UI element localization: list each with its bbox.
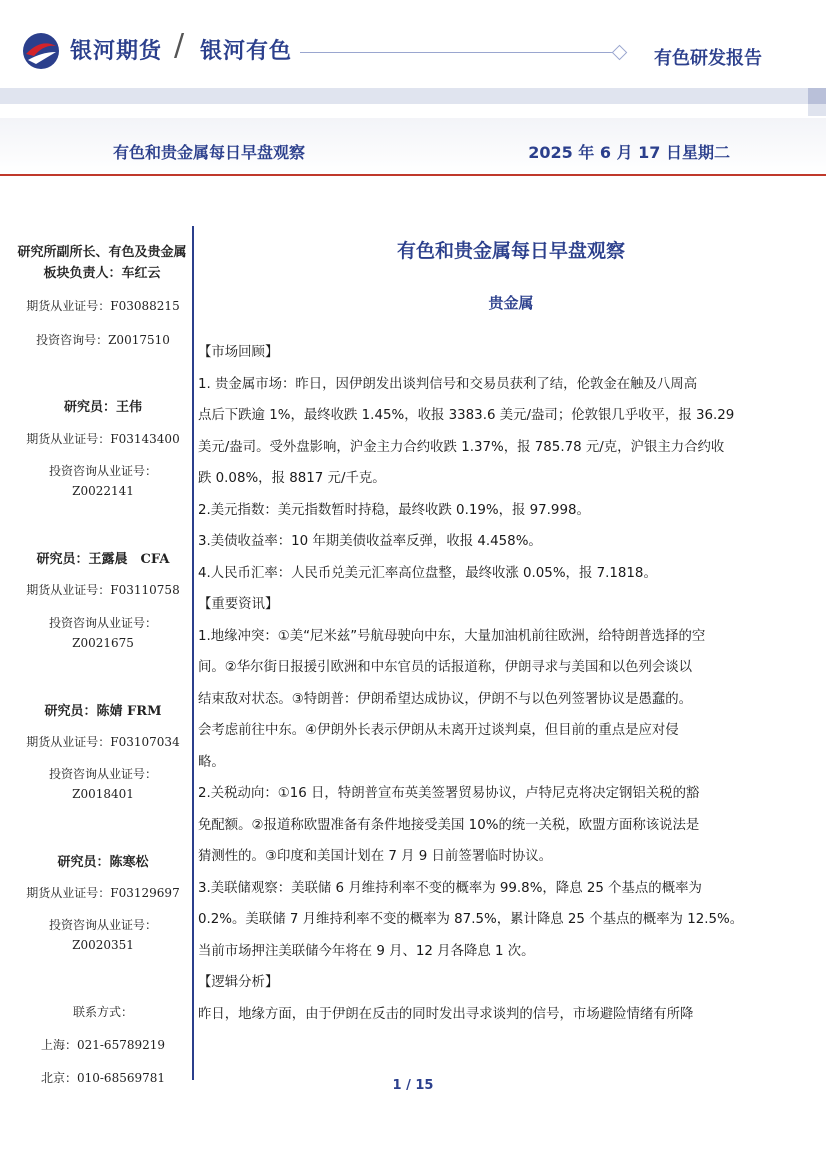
brand-sub-name: 银河有色 [200, 39, 293, 64]
body-line: 3.美债收益率：10 年期美债收益率反弹，收报 4.458%。 [198, 534, 542, 549]
body-line: 跌 0.08%，报 8817 元/千克。 [198, 471, 386, 486]
report-body [198, 337, 783, 1030]
diamond-icon [612, 45, 628, 61]
researcher-4-cert-advisory-label: 投资咨询从业证号： [48, 918, 157, 932]
header-stripe-gap [0, 104, 808, 116]
header-stripe2-end [808, 104, 826, 116]
researcher-4-cert-futures: 期货从业证号：F03129697 [26, 886, 180, 900]
body-line: 间。②华尔街日报援引欧洲和中东官员的话报道称，伊朗寻求与美国和以色列会谈以 [198, 660, 693, 675]
researcher-4-name: 研究员：陈寒松 [57, 855, 149, 870]
page-number: 1 / 15 [392, 1078, 434, 1093]
contact-beijing: 北京：010-68569781 [40, 1071, 166, 1085]
researcher-2-name: 研究员：王露晨 CFA [36, 552, 170, 567]
body-line: 1.地缘冲突：①美“尼米兹”号航母驶向中东，大量加油机前往欧洲，给特朗普选择的空 [198, 628, 706, 644]
lead-researcher-title: 研究所副所长、有色及贵金属板块负责人：车红云 [17, 245, 187, 281]
body-line: 点后下跌逾 1%，最终收跌 1.45%，收报 3383.6 美元/盎司；伦敦银几乎收平，报 36.29 [198, 408, 735, 423]
header-stripe-end [808, 88, 826, 104]
researcher-2-cert-futures: 期货从业证号：F03110758 [26, 583, 180, 597]
body-line: 4.人民币汇率：人民币兑美元汇率高位盘整，最终收涨 0.05%，报 7.1818。 [198, 565, 657, 581]
section-heading: 贵金属 [488, 294, 534, 312]
researcher-1-cert-advisory: Z0022141 [72, 484, 134, 498]
report-date: 2025 年 6 月 17 日星期二 [528, 143, 730, 162]
report-type: 有色研发报告 [654, 48, 762, 69]
researcher-1-name: 研究员：王伟 [63, 400, 142, 415]
header-stripe [0, 88, 808, 104]
body-line: 【重要资讯】 [198, 597, 279, 612]
researcher-3-cert-advisory-label: 投资咨询从业证号： [48, 767, 157, 781]
body-line: 当前市场押注美联储今年将在 9 月、12 月各降息 1 次。 [198, 943, 535, 959]
body-line: 美元/盎司。受外盘影响，沪金主力合约收跌 1.37%，报 785.78 元/克，沪银主力合约收 [198, 439, 725, 455]
body-line: 3.美联储观察：美联储 6 月维持利率不变的概率为 99.8%，降息 25 个基点的概率为 [198, 880, 702, 896]
researcher-1-cert-futures: 期货从业证号：F03143400 [26, 432, 180, 446]
body-line: 2.美元指数：美元指数暂时持稳，最终收跌 0.19%，报 97.998。 [198, 502, 590, 518]
body-line: 0.2%。美联储 7 月维持利率不变的概率为 87.5%，累计降息 25 个基点的概率为 12.5%。 [198, 912, 744, 927]
body-line: 免配额。②报道称欧盟准备有条件地接受美国 10%的统一关税，欧盟方面称该说法是 [198, 817, 700, 833]
body-line: 昨日，地缘方面，由于伊朗在反击的同时发出寻求谈判的信号，市场避险情绪有所降 [198, 1006, 694, 1022]
body-line: 【逻辑分析】 [198, 975, 279, 990]
bar-title: 有色和贵金属每日早盘观察 [113, 143, 306, 162]
researcher-1-cert-advisory-label: 投资咨询从业证号： [48, 464, 157, 478]
body-line: 2.关税动向：①16 日，特朗普宣布英美签署贸易协议，卢特尼克将决定钢铝关税的豁 [198, 786, 700, 801]
researcher-3-cert-advisory: Z0018401 [72, 787, 134, 801]
brand-divider: / [174, 28, 185, 63]
researcher-2-cert-advisory-label: 投资咨询从业证号： [48, 616, 157, 630]
body-line: 略。 [198, 754, 225, 770]
researcher-3-name: 研究员：陈婧 FRM [44, 704, 162, 719]
brand-name: 银河期货 [70, 39, 163, 64]
lead-cert-advisory: 投资咨询号：Z0017510 [36, 333, 170, 347]
researcher-2-cert-advisory: Z0021675 [72, 636, 134, 650]
document-title: 有色和贵金属每日早盘观察 [396, 240, 625, 262]
researcher-3-cert-futures: 期货从业证号：F03107034 [26, 735, 180, 749]
contact-label: 联系方式： [72, 1005, 133, 1019]
contact-shanghai: 上海：021-65789219 [40, 1038, 166, 1052]
body-line: 【市场回顾】 [198, 345, 279, 360]
header-rule [300, 52, 620, 53]
galaxy-logo-icon [22, 32, 60, 70]
researcher-4-cert-advisory: Z0020351 [72, 938, 134, 952]
body-line: 1. 贵金属市场：昨日，因伊朗发出谈判信号和交易员获利了结，伦敦金在触及八周高 [198, 376, 698, 392]
body-line: 会考虑前往中东。④伊朗外长表示伊朗从未离开过谈判桌，但目前的重点是应对侵 [198, 723, 679, 738]
body-line: 猜测性的。③印度和美国计划在 7 月 9 日前签署临时协议。 [198, 849, 553, 864]
body-line: 结束敌对状态。③特朗普：伊朗希望达成协议，伊朗不与以色列签署协议是愚蠢的。 [198, 691, 693, 707]
lead-cert-futures: 期货从业证号：F03088215 [26, 299, 180, 313]
